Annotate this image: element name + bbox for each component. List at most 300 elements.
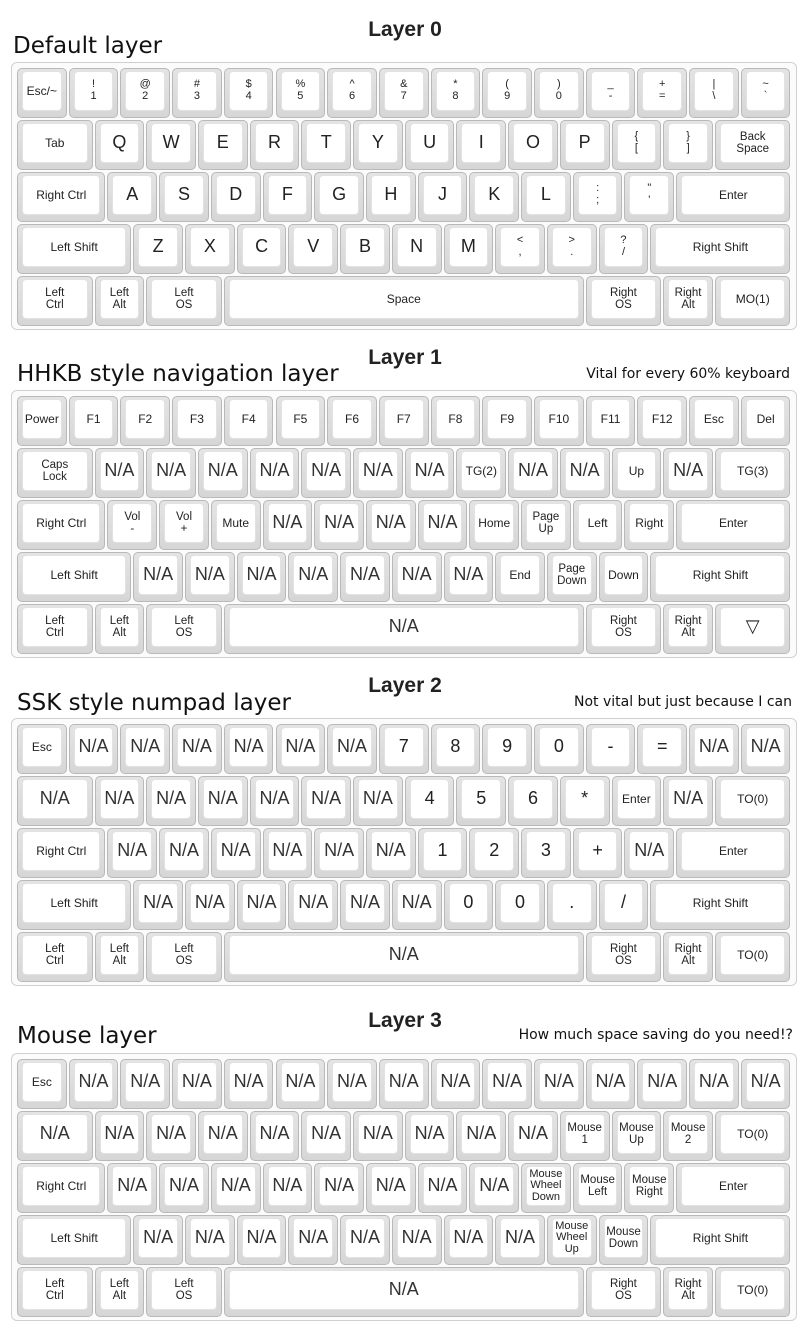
key-label: Mouse 1	[567, 1121, 602, 1146]
key-3	[172, 68, 222, 118]
key-label: + =	[659, 78, 666, 102]
key-n-a	[353, 1111, 403, 1161]
key-label: N/A	[220, 840, 251, 861]
key-label: Z	[152, 236, 164, 257]
key-left-shift	[17, 1215, 131, 1265]
key-n-a	[120, 724, 170, 774]
key-label: Right Alt	[674, 1277, 702, 1302]
key-label: P	[578, 132, 591, 153]
layer-1-heading: Layer 1	[368, 346, 442, 369]
key-label: N/A	[207, 1123, 238, 1144]
key-symbol	[599, 224, 649, 274]
key-left-ctrl	[17, 604, 93, 654]
key-label: D	[229, 184, 243, 205]
key-label: < ,	[516, 234, 524, 258]
key-symbol	[689, 68, 739, 118]
key-label: N/A	[233, 736, 264, 757]
key-enter	[676, 500, 790, 550]
key-label: Page Down	[557, 562, 587, 587]
key-n-a	[340, 552, 390, 602]
key-label: Enter	[718, 515, 748, 530]
key-left-os	[146, 932, 222, 982]
key-n-a	[146, 776, 196, 826]
key-label: Left OS	[174, 942, 194, 967]
key-vol	[107, 500, 157, 550]
key-label: 0	[553, 736, 564, 757]
key-label: N/A	[194, 564, 225, 585]
key-to-0	[715, 1111, 791, 1161]
key-label: N/A	[505, 1227, 536, 1248]
key-label: MO(1)	[735, 291, 770, 306]
key-label: # 3	[193, 78, 200, 102]
key-0	[495, 880, 545, 930]
key-label: N/A	[595, 1071, 626, 1092]
key-label: F5	[293, 411, 308, 426]
key-label: N/A	[246, 1227, 277, 1248]
key-left-ctrl	[17, 1267, 93, 1317]
key-c	[237, 224, 287, 274]
key-label: Left OS	[174, 1277, 194, 1302]
key-label: N/A	[388, 944, 419, 965]
key-n-a	[263, 828, 313, 878]
key-label: 3	[540, 840, 551, 861]
key-label: N/A	[324, 1175, 355, 1196]
key-n-a	[224, 1059, 274, 1109]
key-label: N/A	[156, 788, 187, 809]
key-n-a	[133, 880, 183, 930]
key-label: N/A	[349, 564, 380, 585]
key-label: N/A	[414, 1123, 445, 1144]
key-label: N/A	[324, 512, 355, 533]
key-label: N/A	[143, 892, 174, 913]
key-label: " '	[647, 182, 652, 206]
key-label: Esc	[31, 739, 52, 754]
key-symbol	[624, 172, 674, 222]
key-label: N/A	[517, 460, 548, 481]
key-label: Enter	[718, 1178, 748, 1193]
key-label: ( 9	[504, 78, 511, 102]
key-label: F	[281, 184, 293, 205]
key-label: N/A	[337, 1071, 368, 1092]
key-label: N/A	[272, 512, 303, 533]
key-label: ~ `	[762, 78, 769, 102]
key-label: 6	[527, 788, 538, 809]
key-home	[469, 500, 519, 550]
key-label: N/A	[220, 1175, 251, 1196]
layer-0-title: Default layer	[13, 33, 163, 59]
key-label: Vol +	[176, 510, 193, 535]
key-label: N/A	[104, 460, 135, 481]
key-label: 8	[450, 736, 461, 757]
key-label: .	[569, 892, 575, 913]
key-label: N/A	[453, 1227, 484, 1248]
key-0	[534, 68, 584, 118]
key-tab	[17, 120, 93, 170]
key-label: 9	[502, 736, 513, 757]
key-label: S	[178, 184, 191, 205]
key-f2	[120, 396, 170, 446]
key-mouse-wheel-down	[521, 1163, 571, 1213]
key-label: G	[332, 184, 347, 205]
key-label: Mouse Left	[580, 1173, 615, 1198]
key-label: N/A	[298, 892, 329, 913]
key-label: N/A	[259, 788, 290, 809]
key-n-a	[288, 880, 338, 930]
key-s	[159, 172, 209, 222]
key-label: N/A	[311, 460, 342, 481]
key-label: N/A	[492, 1071, 523, 1092]
key-label: Space	[386, 291, 421, 306]
key-left-shift	[17, 552, 131, 602]
key-3	[521, 828, 571, 878]
layer-1-note: Vital for every 60% keyboard	[586, 366, 790, 382]
key-label: Right	[635, 515, 664, 530]
key-label: N/A	[427, 512, 458, 533]
key-9	[482, 724, 532, 774]
key-f12	[637, 396, 687, 446]
key-label: N/A	[362, 460, 393, 481]
key-label: N/A	[349, 1227, 380, 1248]
key-label: N/A	[298, 564, 329, 585]
key-n-a	[17, 1111, 93, 1161]
key-tg-2	[456, 448, 506, 498]
key-label: N/A	[453, 564, 484, 585]
key-label: N/A	[698, 1071, 729, 1092]
key-right-os	[586, 276, 662, 326]
key-label: @ 2	[139, 78, 151, 102]
key-label: N/A	[401, 892, 432, 913]
key-label: Right OS	[610, 1277, 637, 1302]
key-n-a	[250, 1111, 300, 1161]
key-f	[263, 172, 313, 222]
key-label: Mouse Up	[619, 1121, 654, 1146]
key-1	[418, 828, 468, 878]
key-n-a	[250, 776, 300, 826]
key-v	[288, 224, 338, 274]
key-label: TG(3)	[737, 463, 769, 478]
key-label: N/A	[259, 1123, 290, 1144]
key-label: N/A	[246, 564, 277, 585]
key-2	[120, 68, 170, 118]
key-label: N/A	[169, 840, 200, 861]
key-label: 4	[424, 788, 435, 809]
key-right-os	[586, 1267, 662, 1317]
key-label: N/A	[349, 892, 380, 913]
key-label: { [	[634, 130, 639, 154]
key-esc	[17, 724, 67, 774]
key-n-a	[301, 776, 351, 826]
key-label: Q	[112, 132, 127, 153]
key-symbol	[560, 776, 610, 826]
key-label: F12	[651, 411, 673, 426]
key-a	[107, 172, 157, 222]
key-label: Mouse Wheel Up	[555, 1220, 589, 1255]
key-label: Y	[371, 132, 384, 153]
key-label: N/A	[104, 1123, 135, 1144]
key-right	[624, 500, 674, 550]
key-right-ctrl	[17, 828, 105, 878]
key-label: +	[592, 840, 603, 861]
key-label: Right Ctrl	[36, 187, 87, 202]
key-label: /	[620, 892, 626, 913]
key-left-alt	[95, 604, 145, 654]
key-label: 7	[398, 736, 409, 757]
key-m	[444, 224, 494, 274]
key-symbol	[586, 68, 636, 118]
key-n-a	[172, 724, 222, 774]
key-label: Mouse Wheel Down	[529, 1168, 563, 1203]
key-label: Left Alt	[109, 614, 129, 639]
key-label: Left Shift	[50, 239, 98, 254]
key-label: N/A	[388, 1071, 419, 1092]
key-label: N/A	[414, 460, 445, 481]
key-h	[366, 172, 416, 222]
key-left-alt	[95, 276, 145, 326]
key-label: 0	[463, 892, 474, 913]
key-label: N/A	[246, 892, 277, 913]
key-n-a	[663, 448, 713, 498]
key-label: Right Ctrl	[36, 1178, 87, 1193]
key-9	[482, 68, 532, 118]
key-label: N/A	[543, 1071, 574, 1092]
key-label: Esc/~	[26, 83, 58, 98]
key-label: Right Ctrl	[36, 515, 87, 530]
key-r	[250, 120, 300, 170]
key-label: F1	[86, 411, 101, 426]
key-label: N/A	[388, 616, 419, 637]
key-p	[560, 120, 610, 170]
key-label: M	[460, 236, 476, 257]
key-n-a	[211, 828, 261, 878]
key-label: N/A	[39, 1123, 70, 1144]
key-n-a	[159, 828, 209, 878]
key-n-a	[133, 1215, 183, 1265]
key-label: N/A	[272, 840, 303, 861]
key-f5	[276, 396, 326, 446]
key-n-a	[392, 1215, 442, 1265]
key-t	[301, 120, 351, 170]
key-k	[469, 172, 519, 222]
key-0	[534, 724, 584, 774]
key-n-a	[366, 828, 416, 878]
key-right-ctrl	[17, 172, 105, 222]
key-n-a	[444, 552, 494, 602]
key-enter	[676, 1163, 790, 1213]
key-n-a	[146, 1111, 196, 1161]
key-symbol	[663, 120, 713, 170]
key-label: Left Alt	[109, 286, 129, 311]
key-n-a	[418, 1163, 468, 1213]
key-symbol	[599, 880, 649, 930]
key-f11	[586, 396, 636, 446]
key-label: N/A	[375, 840, 406, 861]
key-label: Left Ctrl	[45, 942, 65, 967]
key-enter	[676, 828, 790, 878]
key-label: 0	[515, 892, 526, 913]
key-n-a	[405, 1111, 455, 1161]
key-symbol	[495, 224, 545, 274]
key-label: A	[126, 184, 139, 205]
key-right-shift	[650, 880, 790, 930]
key-label: Enter	[718, 843, 748, 858]
key-label: Left Shift	[50, 895, 98, 910]
key-label: Right Alt	[674, 614, 702, 639]
key-down	[599, 552, 649, 602]
key-enter	[612, 776, 662, 826]
key-label: N/A	[517, 1123, 548, 1144]
key-label: TO(0)	[737, 1282, 769, 1297]
key-f3	[172, 396, 222, 446]
key-n-a	[560, 448, 610, 498]
key-n-a	[172, 1059, 222, 1109]
key-f10	[534, 396, 584, 446]
key-n-a	[198, 448, 248, 498]
key-del	[741, 396, 791, 446]
key-label: Vol -	[124, 510, 141, 535]
key-n-a	[237, 880, 287, 930]
key-label: ! 1	[90, 78, 97, 102]
key-label: N/A	[156, 460, 187, 481]
key-label: V	[307, 236, 320, 257]
key-n-a	[198, 776, 248, 826]
key-label: N/A	[647, 1071, 678, 1092]
key-y	[353, 120, 403, 170]
key-n-a	[366, 500, 416, 550]
key-label: End	[509, 567, 531, 582]
key-label: F8	[448, 411, 463, 426]
key-right-os	[586, 932, 662, 982]
key-x	[185, 224, 235, 274]
key-n-a	[392, 880, 442, 930]
key-label: N/A	[233, 1071, 264, 1092]
key-label: Mouse Right	[632, 1173, 667, 1198]
key-label: Down	[608, 567, 639, 582]
key-f9	[482, 396, 532, 446]
key-to-0	[715, 776, 791, 826]
key-label: B	[358, 236, 371, 257]
layer-1-keyboard	[11, 390, 797, 658]
key-n-a	[276, 724, 326, 774]
key-n-a	[133, 552, 183, 602]
key-f7	[379, 396, 429, 446]
layer-2-keyboard	[11, 718, 797, 986]
key-label: F7	[396, 411, 411, 426]
key-label: N/A	[569, 460, 600, 481]
key-label: J	[438, 184, 448, 205]
key-n-a	[237, 1215, 287, 1265]
key-label: N/A	[479, 1175, 510, 1196]
key-to-0	[715, 1267, 791, 1317]
key-n-a	[392, 552, 442, 602]
key-label: N	[410, 236, 424, 257]
key-label: N/A	[39, 788, 70, 809]
key-n-a	[353, 776, 403, 826]
key-n-a	[663, 776, 713, 826]
key-label: N/A	[673, 460, 704, 481]
key-label: Right Ctrl	[36, 843, 87, 858]
key-label: *	[581, 788, 589, 809]
key-n-a	[689, 724, 739, 774]
key-label: ^ 6	[348, 78, 356, 102]
key-mouse-right	[624, 1163, 674, 1213]
key-0	[444, 880, 494, 930]
key-n-a	[224, 1267, 584, 1317]
key-n-a	[224, 724, 274, 774]
key-symbol	[573, 172, 623, 222]
key-left-alt	[95, 1267, 145, 1317]
key-label: N/A	[259, 460, 290, 481]
key-mo-1	[715, 276, 791, 326]
key-g	[314, 172, 364, 222]
key-label: N/A	[207, 460, 238, 481]
key-label: N/A	[401, 564, 432, 585]
key-n-a	[95, 1111, 145, 1161]
key-label: Mouse 2	[670, 1121, 706, 1146]
key-label: N/A	[143, 1227, 174, 1248]
key-tg-3	[715, 448, 791, 498]
key-label: N/A	[375, 512, 406, 533]
key-label: U	[423, 132, 437, 153]
key-label: TO(0)	[737, 947, 769, 962]
key-right-ctrl	[17, 500, 105, 550]
key-label: Right Shift	[692, 1230, 749, 1245]
key-label: -	[607, 736, 614, 757]
key-right-shift	[650, 1215, 790, 1265]
key-label: N/A	[194, 892, 225, 913]
key-label: Left Alt	[109, 942, 129, 967]
key-left-os	[146, 1267, 222, 1317]
key-7	[379, 724, 429, 774]
key-label: N/A	[311, 1123, 342, 1144]
key-n-a	[314, 500, 364, 550]
key-f4	[224, 396, 274, 446]
key-symbol	[637, 68, 687, 118]
key-8	[431, 724, 481, 774]
key-n-a	[237, 552, 287, 602]
key-label: Left Ctrl	[45, 614, 65, 639]
key-label: N/A	[337, 736, 368, 757]
key-label: Mute	[222, 515, 250, 530]
key-label: 5	[476, 788, 487, 809]
key-5	[456, 776, 506, 826]
key-space	[224, 276, 584, 326]
key-label: N/A	[78, 1071, 109, 1092]
key-mouse-left	[573, 1163, 623, 1213]
key-n-a	[263, 500, 313, 550]
key-label: Right OS	[610, 942, 637, 967]
key-n-a	[146, 448, 196, 498]
key-label: N/A	[181, 1071, 212, 1092]
key-n-a	[689, 1059, 739, 1109]
key-1	[69, 68, 119, 118]
key-mouse-wheel-up	[547, 1215, 597, 1265]
key-label: N/A	[194, 1227, 225, 1248]
key-left	[573, 500, 623, 550]
key-n-a	[624, 828, 674, 878]
key-label: N/A	[156, 1123, 187, 1144]
key-label: Home	[478, 515, 511, 530]
key-label: O	[525, 132, 540, 153]
key-label: N/A	[362, 1123, 393, 1144]
key-7	[379, 68, 429, 118]
key-label: N/A	[181, 736, 212, 757]
key-n-a	[379, 1059, 429, 1109]
key-esc	[689, 396, 739, 446]
key-enter	[676, 172, 790, 222]
key-n-a	[288, 1215, 338, 1265]
key-label: N/A	[117, 840, 148, 861]
key-symbol	[612, 120, 662, 170]
